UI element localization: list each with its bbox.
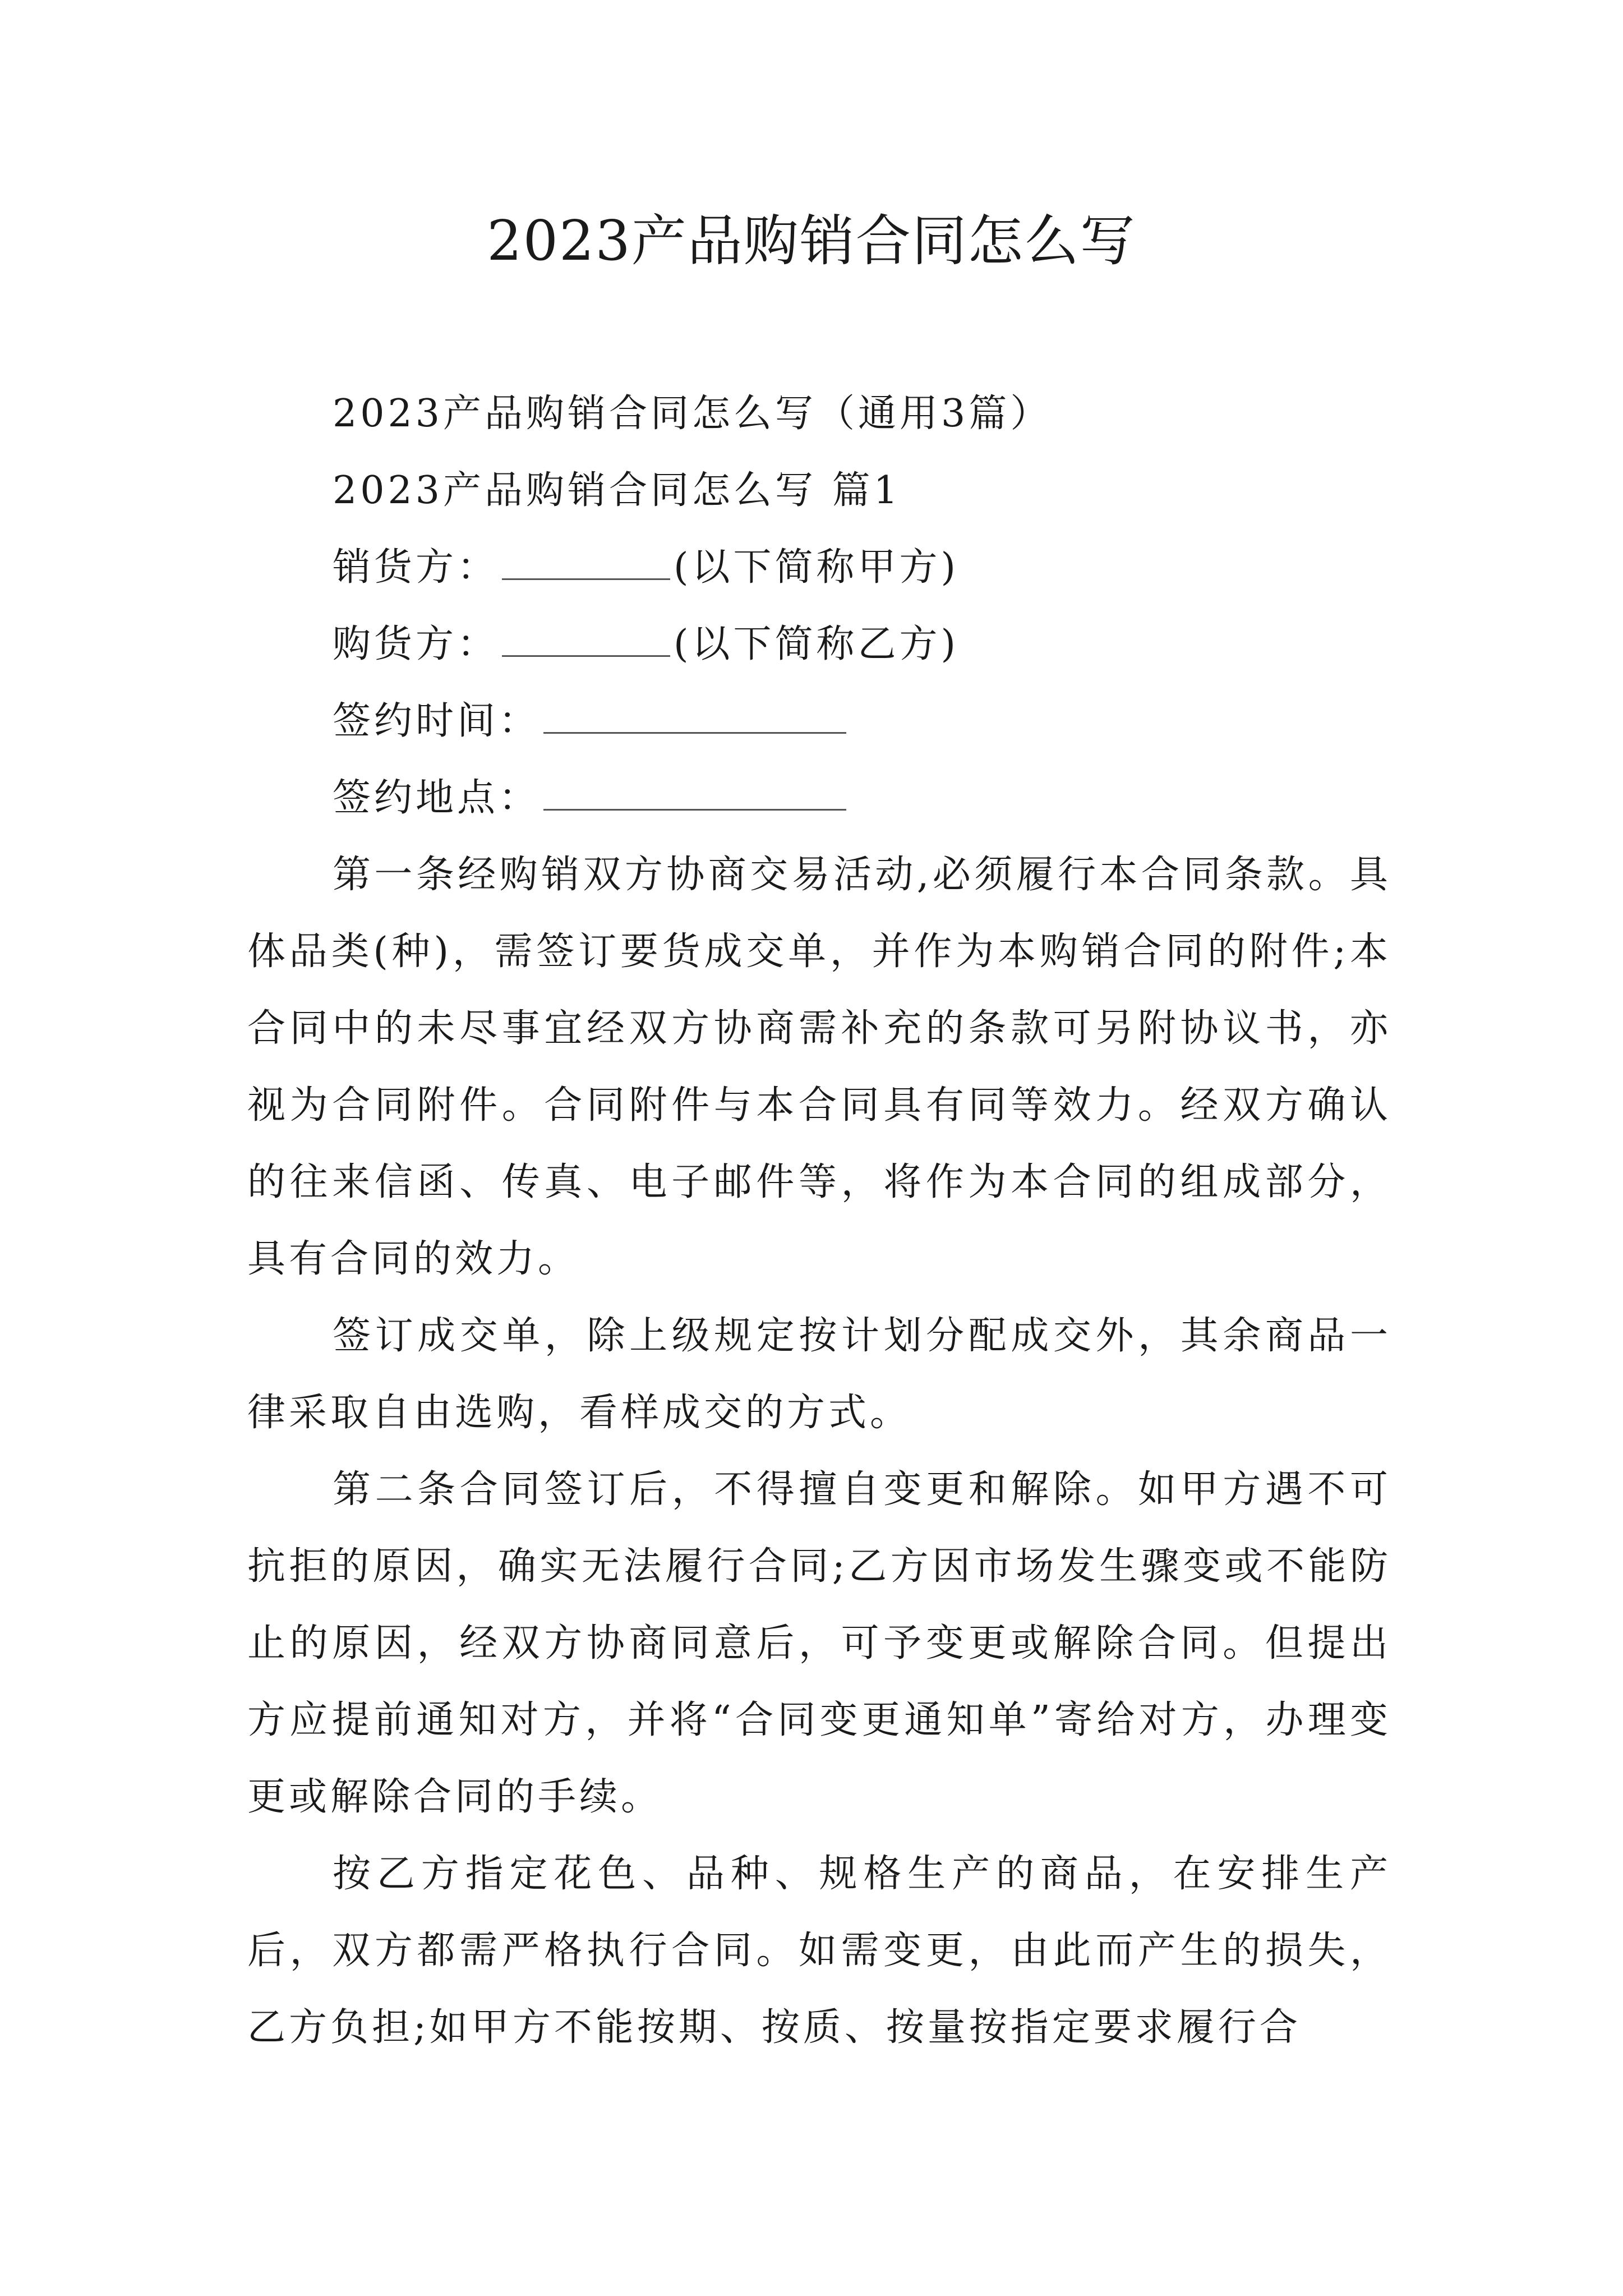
section-heading: 2023产品购销合同怎么写 篇1	[333, 468, 901, 513]
document-subtitle: 2023产品购销合同怎么写（通用3篇）	[333, 392, 1052, 436]
document-title: 2023产品购销合同怎么写	[487, 209, 1136, 273]
document-body	[247, 375, 1391, 2066]
field-seller-suffix: (以下简称甲方)	[674, 545, 960, 590]
field-buyer	[247, 606, 1391, 683]
field-seller-blank	[502, 549, 670, 580]
field-sign-place-blank	[543, 780, 846, 811]
field-buyer-blank	[502, 626, 670, 657]
field-sign-time	[247, 683, 1391, 760]
field-buyer-suffix: (以下简称乙方)	[674, 622, 960, 666]
field-buyer-label: 购货方：	[333, 622, 499, 666]
paragraph-article-1: 第一条经购销双方协商交易活动,必须履行本合同条款。具体品类(种)，需签订要货成交单，并作为本购销合同的附件;本合同中的未尽事宜经双方协商需补充的条款可另附协议书，亦视为合同附件。合同附件与本合同具有同等效力。经双方确认的往来信函、传真、电子邮件等，将作为本合同的组成部分，具有合同的效力。	[247, 853, 1391, 1281]
paragraph-article-2: 第二条合同签订后，不得擅自变更和解除。如甲方遇不可抗拒的原因，确实无法履行合同;乙方因市场发生骤变或不能防止的原因，经双方协商同意后，可予变更或解除合同。但提出方应提前通知对方，并将“合同变更通知单”寄给对方，办理变更或解除合同的手续。	[247, 1467, 1391, 1819]
field-sign-place-label: 签约地点：	[333, 776, 541, 820]
field-sign-place	[247, 760, 1391, 836]
field-seller	[247, 529, 1391, 606]
field-sign-time-label: 签约时间：	[333, 699, 541, 743]
paragraph-order-form: 签订成交单，除上级规定按计划分配成交外，其余商品一律采取自由选购，看样成交的方式。	[247, 1314, 1391, 1435]
field-seller-label: 销货方：	[333, 545, 499, 590]
field-sign-time-blank	[543, 703, 846, 734]
paragraph-specified-goods: 按乙方指定花色、品种、规格生产的商品，在安排生产后，双方都需严格执行合同。如需变更，由此而产生的损失，乙方负担;如甲方不能按期、按质、按量按指定要求履行合	[247, 1852, 1391, 2050]
